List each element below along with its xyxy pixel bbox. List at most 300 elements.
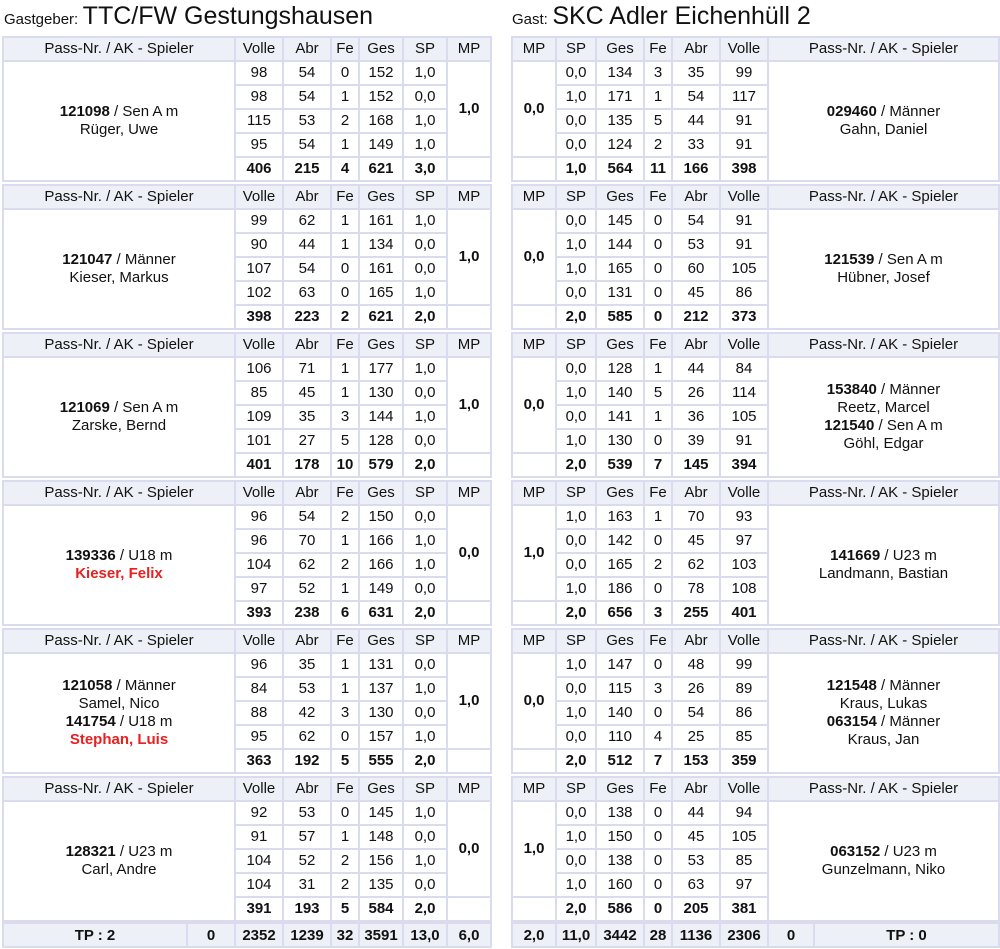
col-ges: Ges: [596, 777, 644, 801]
player-pass-line: [4, 399, 234, 417]
guest-volle-cell: 103: [720, 553, 768, 577]
guest-volle-cell: 86: [720, 701, 768, 725]
guest-ges-cell: 165: [596, 553, 644, 577]
home-ges-cell: 157: [359, 725, 403, 749]
col-player: Pass-Nr. / AK - Spieler: [3, 777, 235, 801]
home-match-table: [2, 776, 492, 922]
age-class: / Männer: [876, 103, 941, 120]
guest-abr-cell: 44: [672, 109, 720, 133]
guest-abr-cell: 78: [672, 577, 720, 601]
col-mp: MP: [447, 629, 491, 653]
col-volle: Volle: [720, 185, 768, 209]
col-mp: MP: [512, 777, 556, 801]
home-sum-mp-empty: [447, 897, 491, 921]
col-fe: Fe: [331, 777, 359, 801]
player-name: Kieser, Felix: [75, 565, 163, 582]
guest-sp-cell: 2,0: [556, 897, 596, 921]
guest-total-extra: 0: [768, 923, 814, 947]
home-ges-cell: 161: [359, 257, 403, 281]
home-abr-cell: 35: [283, 405, 331, 429]
home-sum-mp-empty: [447, 749, 491, 773]
col-volle: Volle: [720, 37, 768, 61]
guest-ges-cell: 171: [596, 85, 644, 109]
home-volle-cell: 96: [235, 529, 283, 553]
guest-header-row: [512, 777, 999, 801]
home-total-abr: 1239: [283, 923, 331, 947]
home-abr-cell: 70: [283, 529, 331, 553]
home-fe-cell: 0: [331, 801, 359, 825]
guest-ges-cell: 124: [596, 133, 644, 157]
guest-abr-cell: 26: [672, 677, 720, 701]
home-fe-cell: 5: [331, 429, 359, 453]
guest-sum-mp-empty: [512, 749, 556, 773]
guest-fe-cell: 1: [644, 405, 672, 429]
home-header-row: [3, 629, 491, 653]
home-abr-cell: 53: [283, 801, 331, 825]
guest-match-table: [511, 776, 1000, 922]
home-ges-cell: 579: [359, 453, 403, 477]
guest-abr-cell: 39: [672, 429, 720, 453]
player-cell: [768, 653, 999, 773]
guest-ges-cell: 110: [596, 725, 644, 749]
home-ges-cell: 149: [359, 577, 403, 601]
player-name: Hübner, Josef: [837, 269, 930, 286]
home-volle-cell: 104: [235, 873, 283, 897]
col-mp: MP: [512, 185, 556, 209]
col-mp: MP: [512, 481, 556, 505]
home-abr-cell: 62: [283, 209, 331, 233]
col-ges: Ges: [359, 777, 403, 801]
guest-throw-row: [512, 653, 999, 677]
home-fe-cell: 1: [331, 529, 359, 553]
guest-fe-cell: 0: [644, 209, 672, 233]
guest-ges-cell: 656: [596, 601, 644, 625]
guest-volle-cell: 99: [720, 653, 768, 677]
home-ges-cell: 131: [359, 653, 403, 677]
guest-volle-cell: 91: [720, 233, 768, 257]
col-abr: Abr: [672, 185, 720, 209]
guest-volle-cell: 108: [720, 577, 768, 601]
player-cell: [768, 357, 999, 477]
home-ges-cell: 584: [359, 897, 403, 921]
pass-number: 063154: [826, 713, 877, 730]
guest-sp-cell: 0,0: [556, 133, 596, 157]
home-sp-cell: 0,0: [403, 577, 447, 601]
home-abr-cell: 54: [283, 133, 331, 157]
col-mp: MP: [512, 37, 556, 61]
home-abr-cell: 54: [283, 85, 331, 109]
home-volle-cell: 102: [235, 281, 283, 305]
home-abr-cell: 53: [283, 677, 331, 701]
guest-match-table: [511, 184, 1000, 330]
guest-volle-cell: 99: [720, 61, 768, 85]
guest-sp-cell: 2,0: [556, 453, 596, 477]
home-sp-cell: 1,0: [403, 357, 447, 381]
col-sp: SP: [403, 629, 447, 653]
home-ges-cell: 177: [359, 357, 403, 381]
home-header-row: [3, 185, 491, 209]
pass-number: 121058: [62, 677, 113, 694]
home-volle-cell: 97: [235, 577, 283, 601]
home-mp-cell: 0,0: [447, 801, 491, 897]
guest-total-fe: 28: [644, 923, 672, 947]
col-player: Pass-Nr. / AK - Spieler: [768, 185, 999, 209]
col-ges: Ges: [359, 37, 403, 61]
col-mp: MP: [512, 333, 556, 357]
home-ges-cell: 149: [359, 133, 403, 157]
home-abr-cell: 54: [283, 505, 331, 529]
guest-ges-cell: 130: [596, 429, 644, 453]
home-abr-cell: 62: [283, 725, 331, 749]
guest-abr-cell: 26: [672, 381, 720, 405]
home-volle-cell: 398: [235, 305, 283, 329]
home-volle-cell: 95: [235, 133, 283, 157]
home-ges-cell: 156: [359, 849, 403, 873]
guest-sp-cell: 1,0: [556, 825, 596, 849]
pass-number: 121098: [59, 103, 110, 120]
home-sp-cell: 0,0: [403, 381, 447, 405]
home-fe-cell: 1: [331, 209, 359, 233]
guest-abr-cell: 35: [672, 61, 720, 85]
guest-fe-cell: 0: [644, 281, 672, 305]
home-sp-cell: 1,0: [403, 109, 447, 133]
home-throw-row: [3, 357, 491, 381]
col-abr: Abr: [283, 37, 331, 61]
guest-match-table: [511, 36, 1000, 182]
home-header-row: [3, 481, 491, 505]
guest-throw-row: [512, 357, 999, 381]
home-abr-cell: 35: [283, 653, 331, 677]
col-fe: Fe: [331, 629, 359, 653]
home-volle-cell: 98: [235, 61, 283, 85]
player-name: Gunzelmann, Niko: [821, 861, 946, 878]
home-fe-cell: 5: [331, 897, 359, 921]
guest-sp-cell: 1,0: [556, 577, 596, 601]
col-mp: MP: [447, 37, 491, 61]
guest-ges-cell: 163: [596, 505, 644, 529]
guest-ges-cell: 586: [596, 897, 644, 921]
col-sp: SP: [556, 333, 596, 357]
player-pass-line: [4, 843, 234, 861]
home-fe-cell: 1: [331, 577, 359, 601]
home-mp-cell: 0,0: [447, 505, 491, 601]
home-volle-cell: 96: [235, 505, 283, 529]
host-team-name: TTC/FW Gestungshausen: [82, 2, 374, 30]
col-sp: SP: [556, 777, 596, 801]
home-total-volle: 2352: [235, 923, 283, 947]
guest-sp-cell: 0,0: [556, 209, 596, 233]
guest-abr-cell: 45: [672, 281, 720, 305]
col-volle: Volle: [235, 333, 283, 357]
home-abr-cell: 52: [283, 577, 331, 601]
home-sp-cell: 0,0: [403, 825, 447, 849]
guest-ges-cell: 160: [596, 873, 644, 897]
home-abr-cell: 62: [283, 553, 331, 577]
col-player: Pass-Nr. / AK - Spieler: [3, 481, 235, 505]
home-abr-cell: 238: [283, 601, 331, 625]
home-sp-cell: 1,0: [403, 133, 447, 157]
guest-mp-cell: 1,0: [512, 505, 556, 601]
guest-abr-cell: 45: [672, 529, 720, 553]
col-abr: Abr: [283, 185, 331, 209]
home-sp-cell: 1,0: [403, 405, 447, 429]
guest-match-table: [511, 480, 1000, 626]
guest-ges-cell: 134: [596, 61, 644, 85]
guest-abr-cell: 60: [672, 257, 720, 281]
guest-fe-cell: 0: [644, 529, 672, 553]
pass-number: 121540: [824, 417, 875, 434]
col-abr: Abr: [283, 481, 331, 505]
player-cell: [3, 505, 235, 625]
player-name: Kieser, Markus: [69, 269, 169, 286]
player-cell: [768, 505, 999, 625]
home-fe-cell: 2: [331, 109, 359, 133]
guest-sp-cell: 0,0: [556, 725, 596, 749]
col-ges: Ges: [359, 333, 403, 357]
guest-volle-cell: 117: [720, 85, 768, 109]
home-mp-cell: 1,0: [447, 357, 491, 453]
guest-ges-cell: 186: [596, 577, 644, 601]
age-class: / Sen A m: [874, 251, 943, 268]
guest-mp-cell: 0,0: [512, 61, 556, 157]
home-volle-cell: 406: [235, 157, 283, 181]
guest-throw-row: [512, 505, 999, 529]
guest-header-row: [512, 333, 999, 357]
home-abr-cell: 57: [283, 825, 331, 849]
guest-ges-cell: 138: [596, 849, 644, 873]
col-volle: Volle: [720, 481, 768, 505]
col-abr: Abr: [283, 629, 331, 653]
guest-volle-cell: 114: [720, 381, 768, 405]
home-fe-cell: 0: [331, 257, 359, 281]
guest-throw-row: [512, 209, 999, 233]
home-tp: TP : 2: [3, 923, 187, 947]
home-match-table: [2, 36, 492, 182]
home-abr-cell: 215: [283, 157, 331, 181]
col-mp: MP: [447, 777, 491, 801]
home-ges-cell: 161: [359, 209, 403, 233]
guest-volle-cell: 401: [720, 601, 768, 625]
guest-ges-cell: 131: [596, 281, 644, 305]
home-ges-cell: 168: [359, 109, 403, 133]
guest-ges-cell: 145: [596, 209, 644, 233]
home-abr-cell: 27: [283, 429, 331, 453]
guest-volle-cell: 94: [720, 801, 768, 825]
guest-fe-cell: 1: [644, 357, 672, 381]
guest-abr-cell: 36: [672, 405, 720, 429]
player-cell: [768, 209, 999, 329]
home-sp-cell: 1,0: [403, 553, 447, 577]
player-name: Kraus, Lukas: [839, 695, 928, 712]
home-header-row: [3, 777, 491, 801]
home-header-row: [3, 333, 491, 357]
pass-number: 141754: [65, 713, 116, 730]
home-volle-cell: 90: [235, 233, 283, 257]
home-totals-table: [2, 922, 492, 948]
home-match-table: [2, 480, 492, 626]
home-fe-cell: 3: [331, 405, 359, 429]
home-volle-cell: 91: [235, 825, 283, 849]
home-total-mp: 6,0: [447, 923, 491, 947]
guest-mp-cell: 0,0: [512, 209, 556, 305]
home-volle-cell: 98: [235, 85, 283, 109]
guest-sp-cell: 1,0: [556, 233, 596, 257]
col-volle: Volle: [720, 777, 768, 801]
age-class: / U23 m: [880, 843, 937, 860]
guest-sp-cell: 0,0: [556, 553, 596, 577]
age-class: / U18 m: [115, 547, 173, 564]
player-pass-line: [769, 417, 998, 435]
home-throw-row: [3, 801, 491, 825]
home-fe-cell: 1: [331, 133, 359, 157]
guest-header-row: [512, 37, 999, 61]
home-sp-cell: 1,0: [403, 209, 447, 233]
home-sp-cell: 0,0: [403, 257, 447, 281]
home-total-fe: 32: [331, 923, 359, 947]
home-fe-cell: 2: [331, 553, 359, 577]
home-sp-cell: 2,0: [403, 305, 447, 329]
guest-abr-cell: 205: [672, 897, 720, 921]
home-sp-cell: 0,0: [403, 233, 447, 257]
guest-ges-cell: 140: [596, 701, 644, 725]
home-total-sp: 13,0: [403, 923, 447, 947]
guest-fe-cell: 1: [644, 85, 672, 109]
guest-volle-cell: 97: [720, 529, 768, 553]
guest-sp-cell: 2,0: [556, 305, 596, 329]
guest-sp-cell: 1,0: [556, 381, 596, 405]
guest-fe-cell: 0: [644, 305, 672, 329]
home-ges-cell: 555: [359, 749, 403, 773]
guest-total-ges: 3442: [596, 923, 644, 947]
col-fe: Fe: [644, 481, 672, 505]
player-name: Rüger, Uwe: [79, 121, 159, 138]
guest-mp-cell: 0,0: [512, 653, 556, 749]
guest-sp-cell: 0,0: [556, 357, 596, 381]
guest-abr-cell: 166: [672, 157, 720, 181]
home-ges-cell: 134: [359, 233, 403, 257]
guest-ges-cell: 140: [596, 381, 644, 405]
col-abr: Abr: [283, 333, 331, 357]
player-pass-line: [769, 381, 998, 399]
guest-abr-cell: 44: [672, 357, 720, 381]
home-sp-cell: 1,0: [403, 677, 447, 701]
home-fe-cell: 0: [331, 281, 359, 305]
home-fe-cell: 1: [331, 653, 359, 677]
home-sp-cell: 0,0: [403, 701, 447, 725]
pass-number: 121047: [62, 251, 113, 268]
age-class: / U23 m: [115, 843, 173, 860]
col-fe: Fe: [644, 37, 672, 61]
home-fe-cell: 2: [331, 873, 359, 897]
home-mp-cell: 1,0: [447, 653, 491, 749]
home-fe-cell: 0: [331, 61, 359, 85]
host-label: Gastgeber:: [4, 11, 79, 28]
home-sp-cell: 0,0: [403, 85, 447, 109]
home-sp-cell: 0,0: [403, 505, 447, 529]
col-sp: SP: [403, 777, 447, 801]
age-class: / Männer: [112, 251, 176, 268]
col-fe: Fe: [644, 333, 672, 357]
home-volle-cell: 115: [235, 109, 283, 133]
player-pass-line: [769, 677, 998, 695]
home-fe-cell: 2: [331, 849, 359, 873]
home-throw-row: [3, 505, 491, 529]
guest-fe-cell: 3: [644, 61, 672, 85]
col-sp: SP: [556, 185, 596, 209]
col-ges: Ges: [596, 185, 644, 209]
home-sp-cell: 2,0: [403, 897, 447, 921]
guest-abr-cell: 48: [672, 653, 720, 677]
guest-volle-cell: 89: [720, 677, 768, 701]
col-fe: Fe: [644, 185, 672, 209]
home-match-table: [2, 628, 492, 774]
player-pass-line: [4, 547, 234, 565]
guest-abr-cell: 54: [672, 701, 720, 725]
col-sp: SP: [556, 37, 596, 61]
player-pass-line: [4, 677, 234, 695]
home-volle-cell: 85: [235, 381, 283, 405]
col-abr: Abr: [672, 777, 720, 801]
home-sp-cell: 1,0: [403, 801, 447, 825]
guest-fe-cell: 11: [644, 157, 672, 181]
home-sp-cell: 1,0: [403, 725, 447, 749]
guest-volle-cell: 398: [720, 157, 768, 181]
guest-fe-cell: 2: [644, 133, 672, 157]
player-pass-line: [769, 251, 998, 269]
home-ges-cell: 621: [359, 305, 403, 329]
guest-abr-cell: 25: [672, 725, 720, 749]
pass-number: 029460: [826, 103, 877, 120]
home-abr-cell: 52: [283, 849, 331, 873]
home-abr-cell: 53: [283, 109, 331, 133]
guest-team-name: SKC Adler Eichenhüll 2: [552, 2, 811, 30]
home-fe-cell: 2: [331, 505, 359, 529]
pass-number: 121069: [59, 399, 110, 416]
guest-sp-cell: 1,0: [556, 85, 596, 109]
player-pass-line: [4, 103, 234, 121]
pass-number: 121548: [826, 677, 877, 694]
col-abr: Abr: [672, 629, 720, 653]
home-volle-cell: 101: [235, 429, 283, 453]
guest-sp-cell: 0,0: [556, 801, 596, 825]
guest-total-mp: 2,0: [512, 923, 556, 947]
home-sp-cell: 0,0: [403, 653, 447, 677]
col-player: Pass-Nr. / AK - Spieler: [768, 37, 999, 61]
col-mp: MP: [447, 481, 491, 505]
home-fe-cell: 10: [331, 453, 359, 477]
player-cell: [3, 801, 235, 921]
col-fe: Fe: [331, 333, 359, 357]
home-throw-row: [3, 209, 491, 233]
guest-ges-cell: 135: [596, 109, 644, 133]
guest-totals-table: [511, 922, 1000, 948]
col-fe: Fe: [331, 185, 359, 209]
col-fe: Fe: [331, 37, 359, 61]
guest-fe-cell: 0: [644, 257, 672, 281]
guest-sp-cell: 1,0: [556, 157, 596, 181]
guest-volle-cell: 359: [720, 749, 768, 773]
home-volle-cell: 363: [235, 749, 283, 773]
player-pass-line: [4, 713, 234, 731]
col-abr: Abr: [672, 333, 720, 357]
guest-volle-cell: 86: [720, 281, 768, 305]
player-cell: [768, 61, 999, 181]
home-fe-cell: 1: [331, 233, 359, 257]
guest-sp-cell: 2,0: [556, 601, 596, 625]
guest-header-row: [512, 481, 999, 505]
guest-ges-cell: 585: [596, 305, 644, 329]
pass-number: 141669: [830, 547, 881, 564]
